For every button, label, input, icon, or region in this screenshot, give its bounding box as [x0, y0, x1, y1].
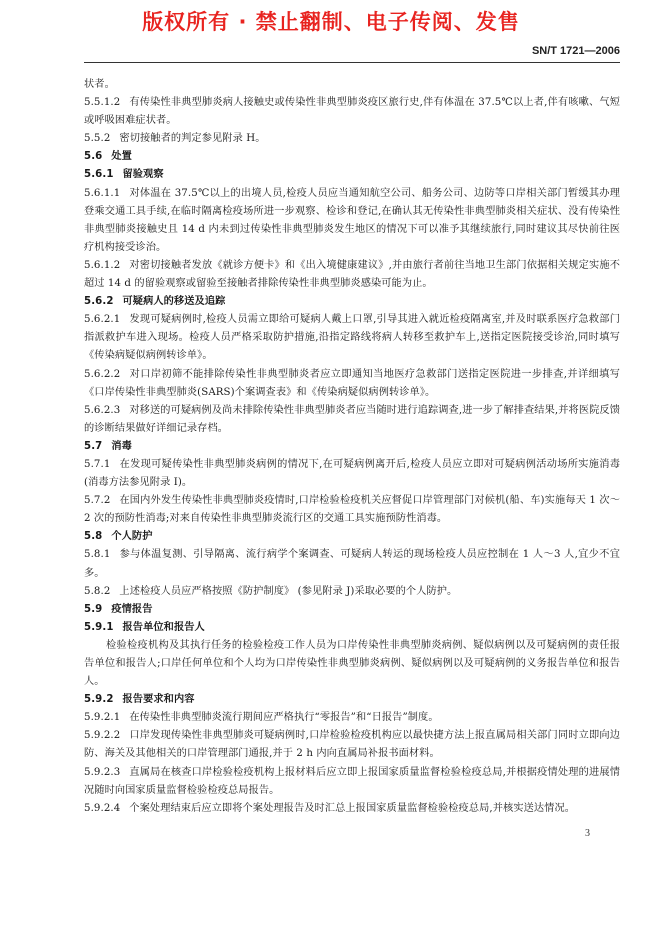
clause-paragraph	[84, 94, 620, 130]
heading-text: 可疑病人的移送及追踪	[122, 296, 226, 308]
section-heading	[84, 528, 620, 546]
clause-paragraph	[84, 583, 620, 601]
section-heading	[84, 148, 620, 166]
heading-text: 个人防护	[111, 531, 153, 543]
heading-text: 报告要求和内容	[122, 694, 195, 706]
clause-text: 在国内外发生传染性非典型肺炎疫情时,口岸检验检疫机关应督促口岸管理部门对候机(船、车)实施每天 1 次～2 次的预防性消毒;对来自传染性非典型肺炎流行区的交通工具实施预防性消毒。	[84, 495, 620, 525]
clause-number: 5.6.1	[84, 169, 114, 181]
clause-number: 5.6.1.2	[84, 259, 121, 271]
clause-paragraph	[84, 800, 620, 818]
clause-paragraph	[84, 492, 620, 528]
heading-text: 报告单位和报告人	[122, 621, 205, 633]
clause-paragraph	[84, 456, 620, 492]
document-body	[84, 76, 620, 818]
section-heading	[84, 619, 620, 637]
clause-number: 5.5.2	[84, 133, 111, 145]
standard-number: SN/T 1721—2006	[531, 45, 620, 57]
clause-text: 直属局在核查口岸检验检疫机构上报材料后应立即上报国家质量监督检验检疫总局,并根据疫情处理的进展情况随时向国家质量监督检验检疫总局报告。	[84, 766, 620, 796]
clause-text: 口岸发现传染性非典型肺炎可疑病例时,口岸检验检疫机构应以最快捷方法上报直属局相关部门同时立即向边防、海关及其他相关的口岸管理部门通报,并于 2 h 内向直属局补报书面材料。	[84, 730, 620, 760]
clause-text: 检验检疫机构及其执行任务的检验检疫工作人员为口岸传染性非典型肺炎病例、疑似病例以及可疑病例的责任报告单位和报告人;口岸任何单位和个人均为口岸传染性非典型肺炎病例、疑似病例以及可疑病例的义务报告单位和报告人。	[84, 639, 620, 688]
clause-number: 5.9.2	[84, 694, 114, 706]
clause-number: 5.9.2.2	[84, 730, 121, 742]
heading-text: 处置	[111, 151, 132, 163]
clause-paragraph	[84, 185, 620, 257]
clause-number: 5.8.2	[84, 585, 111, 597]
clause-number: 5.5.1.2	[84, 97, 121, 109]
clause-number: 5.9.2.4	[84, 802, 121, 814]
clause-paragraph	[84, 311, 620, 365]
heading-text: 消毒	[111, 440, 132, 452]
page-number: 3	[585, 828, 590, 839]
clause-number: 5.7	[84, 440, 103, 452]
clause-paragraph	[84, 709, 620, 727]
clause-paragraph	[84, 764, 620, 800]
clause-paragraph	[84, 257, 620, 293]
clause-text: 参与体温复测、引导隔离、流行病学个案调查、可疑病人转运的现场检疫人员应控制在 1 人～3 人,宜少不宜多。	[84, 549, 620, 579]
clause-number: 5.6	[84, 151, 103, 163]
heading-text: 疫情报告	[111, 603, 153, 615]
clause-number: 5.6.2	[84, 296, 114, 308]
clause-text: 密切接触者的判定参见附录 H。	[119, 133, 266, 145]
section-heading	[84, 691, 620, 709]
clause-paragraph	[84, 366, 620, 402]
clause-text: 在发现可疑传染性非典型肺炎病例的情况下,在可疑病例离开后,检疫人员应立即对可疑病例活动场所实施消毒(消毒方法参见附录 I)。	[84, 458, 620, 489]
clause-number: 5.6.2.1	[84, 314, 121, 326]
clause-paragraph	[84, 727, 620, 763]
header-rule	[84, 62, 620, 63]
clause-number: 5.7.2	[84, 495, 111, 507]
clause-number: 5.9.1	[84, 621, 114, 633]
clause-number: 5.6.1.1	[84, 187, 121, 199]
clause-text: 在传染性非典型肺炎流行期间应严格执行“零报告”和“日报告”制度。	[129, 712, 439, 724]
clause-text: 个案处理结束后应立即将个案处理报告及时汇总上报国家质量监督检验检疫总局,并核实送达情况。	[129, 802, 576, 814]
clause-number: 5.9.2.1	[84, 712, 121, 724]
clause-text: 对密切接触者发放《就诊方便卡》和《出入境健康建议》,并由旅行者前往当地卫生部门依据相关规定实施不超过 14 d 的留验观察或留验至接触者排除传染性非典型肺炎感染可能为止。	[84, 259, 620, 290]
clause-paragraph	[84, 546, 620, 582]
clause-number: 5.7.1	[84, 458, 111, 470]
clause-text: 有传染性非典型肺炎病人接触史或传染性非典型肺炎疫区旅行史,伴有体温在 37.5℃以上者,伴有咳嗽、气短或呼吸困难症状者。	[84, 97, 620, 127]
copyright-banner: 版权所有 · 禁止翻制、电子传阅、发售	[142, 10, 520, 34]
section-heading	[84, 293, 620, 311]
clause-text: 状者。	[84, 79, 115, 90]
clause-text: 对移送的可疑病例及尚未排除传染性非典型肺炎者应当随时进行追踪调查,进一步了解排查结果,并将医院反馈的诊断结果做好详细记录存档。	[84, 404, 620, 434]
clause-paragraph	[84, 76, 620, 94]
clause-number: 5.8.1	[84, 549, 111, 561]
clause-paragraph	[84, 637, 620, 691]
section-heading	[84, 438, 620, 456]
clause-text: 发现可疑病例时,检疫人员需立即给可疑病人戴上口罩,引导其进入就近检疫隔离室,并及时联系医疗急救部门指派救护车进入现场。检疫人员严格采取防护措施,沿指定路线将病人转移至救护车上,送指定医院接受诊治,同时填写《传染病疑似病例转诊单》。	[84, 314, 620, 362]
clause-number: 5.9	[84, 603, 103, 615]
clause-paragraph	[84, 130, 620, 148]
heading-text: 留验观察	[122, 169, 164, 181]
clause-number: 5.9.2.3	[84, 766, 121, 778]
section-heading	[84, 166, 620, 184]
clause-number: 5.6.2.2	[84, 368, 121, 380]
clause-text: 对口岸初筛不能排除传染性非典型肺炎者应立即通知当地医疗急救部门送指定医院进一步排查,并详细填写《口岸传染性非典型肺炎(SARS)个案调查表》和《传染病疑似病例转诊单》。	[84, 368, 620, 398]
clause-text: 上述检疫人员应严格按照《防护制度》 (参见附录 J)采取必要的个人防护。	[119, 585, 458, 597]
clause-paragraph	[84, 402, 620, 438]
section-heading	[84, 601, 620, 619]
clause-number: 5.8	[84, 531, 103, 543]
clause-number: 5.6.2.3	[84, 404, 121, 416]
clause-text: 对体温在 37.5℃以上的出境人员,检疫人员应当通知航空公司、船务公司、边防等口岸相关部门暂缓其办理登乘交通工具手续,在临时隔离检疫场所进一步观察、检诊和登记,在确认其无传染性非典型肺炎相关症状、没有传染性非典型肺炎接触史且 14 d 内未到过传染性非典型肺炎发生地区的情况下可以准予其继续旅行,同时建议其尽快前往医疗机构接受诊治。	[84, 187, 620, 253]
